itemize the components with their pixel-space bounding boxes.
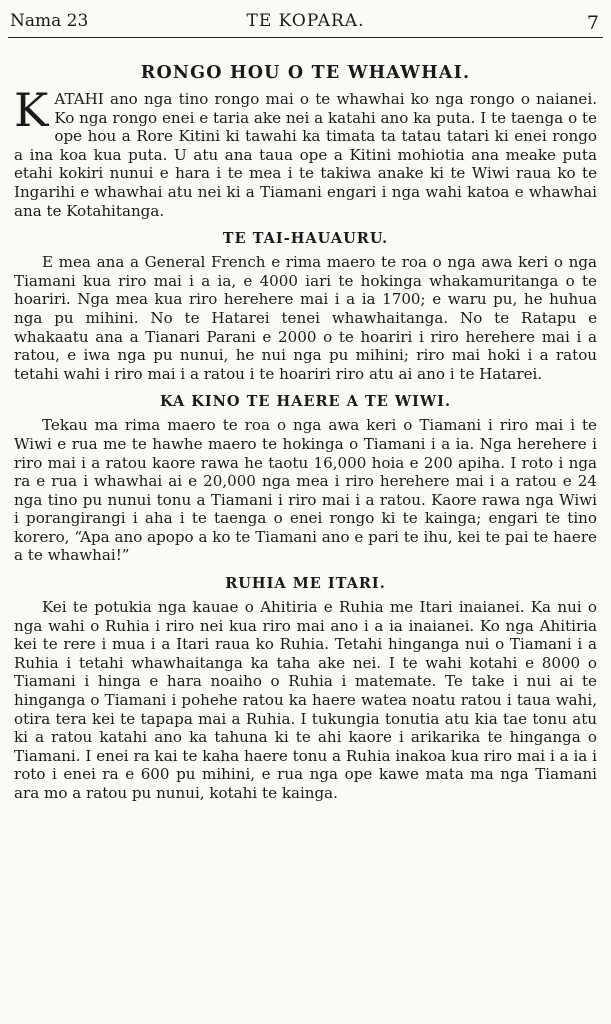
article-title: RONGO HOU O TE WHAWHAI. xyxy=(140,63,471,83)
section-heading: RUHIA ME ITARI. xyxy=(225,575,386,593)
section-paragraph: Kei te potukia nga kauae o Ahitiria e Ruhia me Itari inaianei. Ka nui o nga wahi o Ruhia i riro nei kua riro mai ano i a ia inaianei. Ko nga Ahitiria kei te rere i mua i a Itari raua ko Ruhia. Tetahi hinganga nui o Tiamani i a Ruhia i tetahi whawhaitanga ka taha ake nei. I te wahi kotahi e 8000 o Tiamani i hinga e hara noaiho o Ruhia i matemate. Te take i nui ai te hinganga o Tiamani i pohehe ratou ka haere watea noatu ratou i taua wahi, otira tera kei te tapapa mai a Ruhia. I tukungia tonutia atu kia tae tonu atu ki a ratou katahi ano ka tahuna ki te ahi kaore i arikarika te hinganga o Tiamani. I enei ra kai te kaha haere tonu a Ruhia inakoa kua riro mai i a ia i roto i enei ra e 600 pu mihini, e rua nga ope kawe mata ma nga Tiamani ara mo a ratou pu nunui, kotahi te kainga. xyxy=(14,598,597,802)
issue-number: Nama 23 xyxy=(10,11,89,31)
section-heading: KA KINO TE HAERE A TE WIWI. xyxy=(159,393,452,411)
page-content xyxy=(14,46,597,807)
drop-cap: K xyxy=(14,83,49,137)
section-paragraph: E mea ana a General French e rima maero te roa o nga awa keri o nga Tiamani kua riro mai i a ia, e 4000 iari te hokinga whakamuritanga o te hoariri. Nga mea kua riro herehere mai i a ia 1700; e waru pu, he huhua nga pu mihini. No te Hatarei tenei whawhaitanga. No te Ratapu e whakaatu ana a Tianari Parani e 2000 o te hoariri i riro herehere mai i a ratou, e iwa nga pu nunui, he nui nga pu mihini; riro mai hoki i a ratou tetahi wahi i riro mai i a ratou i te hoariri riro atu ai ano i te Hatarei. xyxy=(14,253,597,383)
page-number: 7 xyxy=(586,12,599,34)
intro-paragraph xyxy=(14,83,597,220)
page-header xyxy=(10,6,601,36)
section-heading: TE TAI-HAUAURU. xyxy=(222,230,389,248)
header-rule xyxy=(8,37,603,38)
intro-text: ATAHI ano nga tino rongo mai o te whawhai ko nga rongo o naianei. Ko nga rongo enei e taria ake nei a katahi ano ka puta. I te taenga o te ope hou a Rore Kitini ki tawahi ka timata ta tatau tatari ki enei rongo a ina koa kua puta. U atu ana taua ope a Kitini mohiotia ana meake puta etahi kokiri nunui e hara i te mea i te takiwa anake ki te Wiwi raua ko te Ingarihi e whawhai atu nei ki a Tiamani engari i nga wahi katoa e whawhai ana te Kotahitanga. xyxy=(14,90,597,220)
publication-title: TE KOPARA. xyxy=(246,11,365,31)
section-paragraph: Tekau ma rima maero te roa o nga awa keri o Tiamani i riro mai i te Wiwi e rua me te hawhe maero te hokinga o Tiamani i a ia. Nga herehere i riro mai i a ratou kaore rawa he taotu 16,000 hoia e 200 apiha. I roto i nga ra e rua i whawhai ai e 20,000 nga mea i riro herehere mai i a ratou e 24 nga tino pu nunui tonu a Tiamani i riro mai i a ratou. Kaore rawa nga Wiwi i porangirangi i aha i te taenga o enei rongo ki te kainga; engari te tino korero, “Apa ano apopo a ko te Tiamani ano e pari te ihu, kei te pai te haere a te whawhai!” xyxy=(14,416,597,565)
